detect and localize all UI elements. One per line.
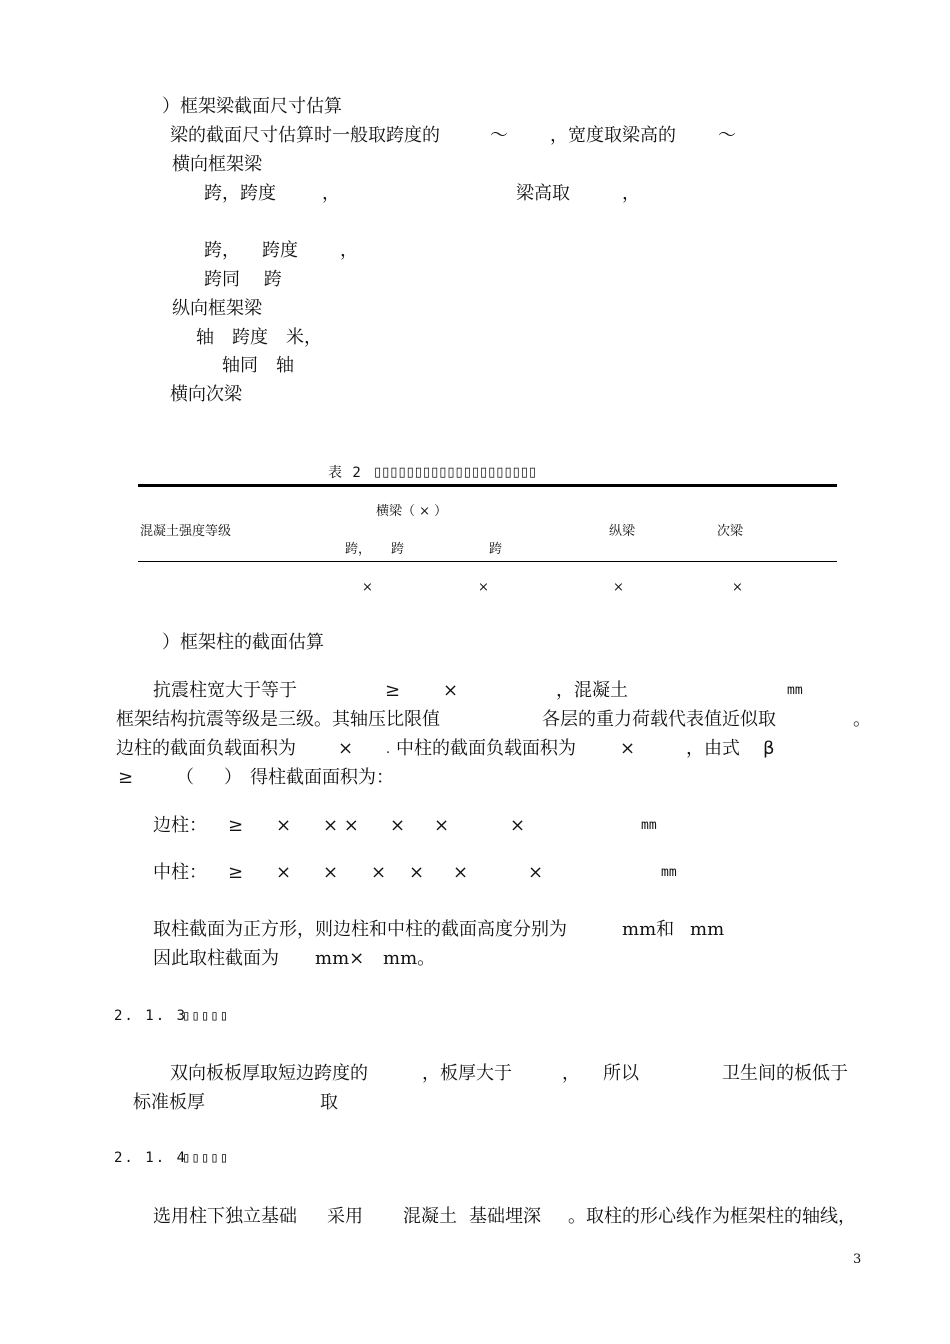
slab-paragraph-text: 卫生间的板低于 <box>722 1063 848 1084</box>
longitudinal-span-text: 轴 跨度 米， <box>196 327 322 348</box>
section-title: ▯▯▯▯▯ <box>182 1008 230 1024</box>
middle-column-times: × <box>528 862 544 883</box>
table-cell: × <box>732 580 743 595</box>
slab-paragraph-text: ， <box>562 1063 580 1084</box>
beam-intro-width-text: ，宽度取梁高的 <box>550 125 676 146</box>
column-paragraph-text: ） <box>224 767 242 788</box>
slab-paragraph-text: 双向板板厚取短边跨度的 <box>170 1063 368 1084</box>
transverse-span-text: ， <box>322 183 340 204</box>
edge-column-times: × <box>276 815 292 836</box>
slab-paragraph-text: 标准板厚 <box>133 1092 205 1113</box>
column-paragraph-text: ，由式 <box>686 738 740 759</box>
column-section-heading: ）框架柱的截面估算 <box>162 632 324 653</box>
middle-column-times: × <box>323 862 339 883</box>
table-cell: × <box>362 580 373 595</box>
middle-column-times: × <box>276 862 292 883</box>
edge-column-times: × <box>390 815 406 836</box>
column-paragraph-text: （ <box>176 767 194 788</box>
column-final-text: mm。 <box>383 948 436 969</box>
column-square-text: 取柱截面为正方形，则边柱和中柱的截面高度分别为 <box>153 919 567 940</box>
column-final-text: mm× <box>315 948 365 969</box>
section-number: 2. 1. 4 <box>114 1150 188 1166</box>
table-cell: × <box>613 580 624 595</box>
column-paragraph-text: 抗震柱宽大于等于 <box>153 680 297 701</box>
unit-mm: mm <box>787 683 803 698</box>
secondary-beam-title: 横向次梁 <box>170 384 242 405</box>
edge-column-times: × × <box>323 815 359 836</box>
foundation-paragraph-text: 基础埋深 <box>469 1206 541 1227</box>
transverse-span-text: 跨同 跨 <box>204 269 282 290</box>
table-header-rule <box>138 561 837 562</box>
column-paragraph-text: 中柱的截面负载面积为 <box>396 738 576 759</box>
middle-column-times: × <box>371 862 387 883</box>
column-paragraph-text: 得柱截面面积为： <box>250 767 394 788</box>
table-header-transverse: 横梁（ × ） <box>376 504 448 519</box>
longitudinal-span-text: 轴同 轴 <box>222 355 294 376</box>
middle-column-times: × <box>409 862 425 883</box>
table-caption-text: ▯▯▯▯▯▯▯▯▯▯▯▯▯▯▯▯▯▯▯▯ <box>374 465 538 480</box>
table-subheader: 跨 <box>489 542 503 557</box>
beta-symbol: β <box>763 738 775 759</box>
foundation-paragraph-text: 选用柱下独立基础 <box>153 1206 297 1227</box>
column-paragraph-text: × <box>620 738 636 759</box>
longitudinal-beam-title: 纵向框架梁 <box>172 298 262 319</box>
column-paragraph-text: 各层的重力荷载代表值近似取 <box>542 709 776 730</box>
transverse-beam-depth-text: 梁高取 <box>516 183 570 204</box>
transverse-span-text: ， <box>340 240 358 261</box>
foundation-paragraph-text: 混凝土 <box>403 1206 457 1227</box>
unit-mm: mm <box>661 865 677 880</box>
column-final-text: 因此取柱截面为 <box>153 948 279 969</box>
middle-column-times: × <box>453 862 469 883</box>
column-square-text: mm <box>690 919 725 940</box>
column-paragraph-text: 。 <box>853 709 871 730</box>
column-paragraph-text: × <box>338 738 354 759</box>
column-paragraph-text: ≥ <box>385 680 401 701</box>
column-paragraph-text: 边柱的截面负载面积为 <box>116 738 296 759</box>
page-number: 3 <box>853 1252 862 1267</box>
beam-intro-tilde: ～ <box>718 125 736 146</box>
table-top-rule <box>138 484 837 487</box>
column-paragraph-text: × <box>443 680 459 701</box>
transverse-span-text: 跨，跨度 <box>204 183 276 204</box>
column-paragraph-text: . <box>386 742 391 757</box>
column-paragraph-text: ≥ <box>118 767 134 788</box>
column-paragraph-text: ，混凝土 <box>556 680 628 701</box>
edge-column-times: × <box>510 815 526 836</box>
table-subheader: 跨， <box>345 542 372 557</box>
table-caption-number: 表 2 <box>328 465 362 481</box>
column-paragraph-text: 框架结构抗震等级是三级。其轴压比限值 <box>116 709 440 730</box>
table-header-longitudinal: 纵梁 <box>609 524 636 539</box>
slab-paragraph-text: 所以 <box>603 1063 639 1084</box>
edge-column-times: × <box>434 815 450 836</box>
unit-mm: mm <box>641 818 657 833</box>
column-square-text: mm和 <box>622 919 675 940</box>
edge-column-ge: ≥ <box>228 815 244 836</box>
foundation-paragraph-text: 。取柱的形心线作为框架柱的轴线， <box>568 1206 856 1227</box>
table-subheader: 跨 <box>391 542 405 557</box>
middle-column-ge: ≥ <box>228 862 244 883</box>
edge-column-label: 边柱： <box>153 815 207 836</box>
beam-intro-tilde: ～ <box>490 125 508 146</box>
middle-column-label: 中柱： <box>153 862 207 883</box>
beam-intro-text: 梁的截面尺寸估算时一般取跨度的 <box>170 125 440 146</box>
transverse-span-text: 跨， <box>204 240 240 261</box>
foundation-paragraph-text: 采用 <box>327 1206 363 1227</box>
section-number: 2. 1. 3 <box>114 1008 188 1024</box>
table-cell: × <box>478 580 489 595</box>
transverse-span-text: ， <box>622 183 640 204</box>
slab-paragraph-text: ，板厚大于 <box>422 1063 512 1084</box>
table-header-secondary: 次梁 <box>717 524 744 539</box>
transverse-span-text: 跨度 <box>262 240 298 261</box>
beam-section-heading: ）框架梁截面尺寸估算 <box>162 96 342 117</box>
transverse-beam-title: 横向框架梁 <box>172 154 262 175</box>
table-header-grade: 混凝土强度等级 <box>140 524 232 539</box>
slab-paragraph-text: 取 <box>320 1092 338 1113</box>
section-title: ▯▯▯▯▯ <box>182 1150 230 1166</box>
